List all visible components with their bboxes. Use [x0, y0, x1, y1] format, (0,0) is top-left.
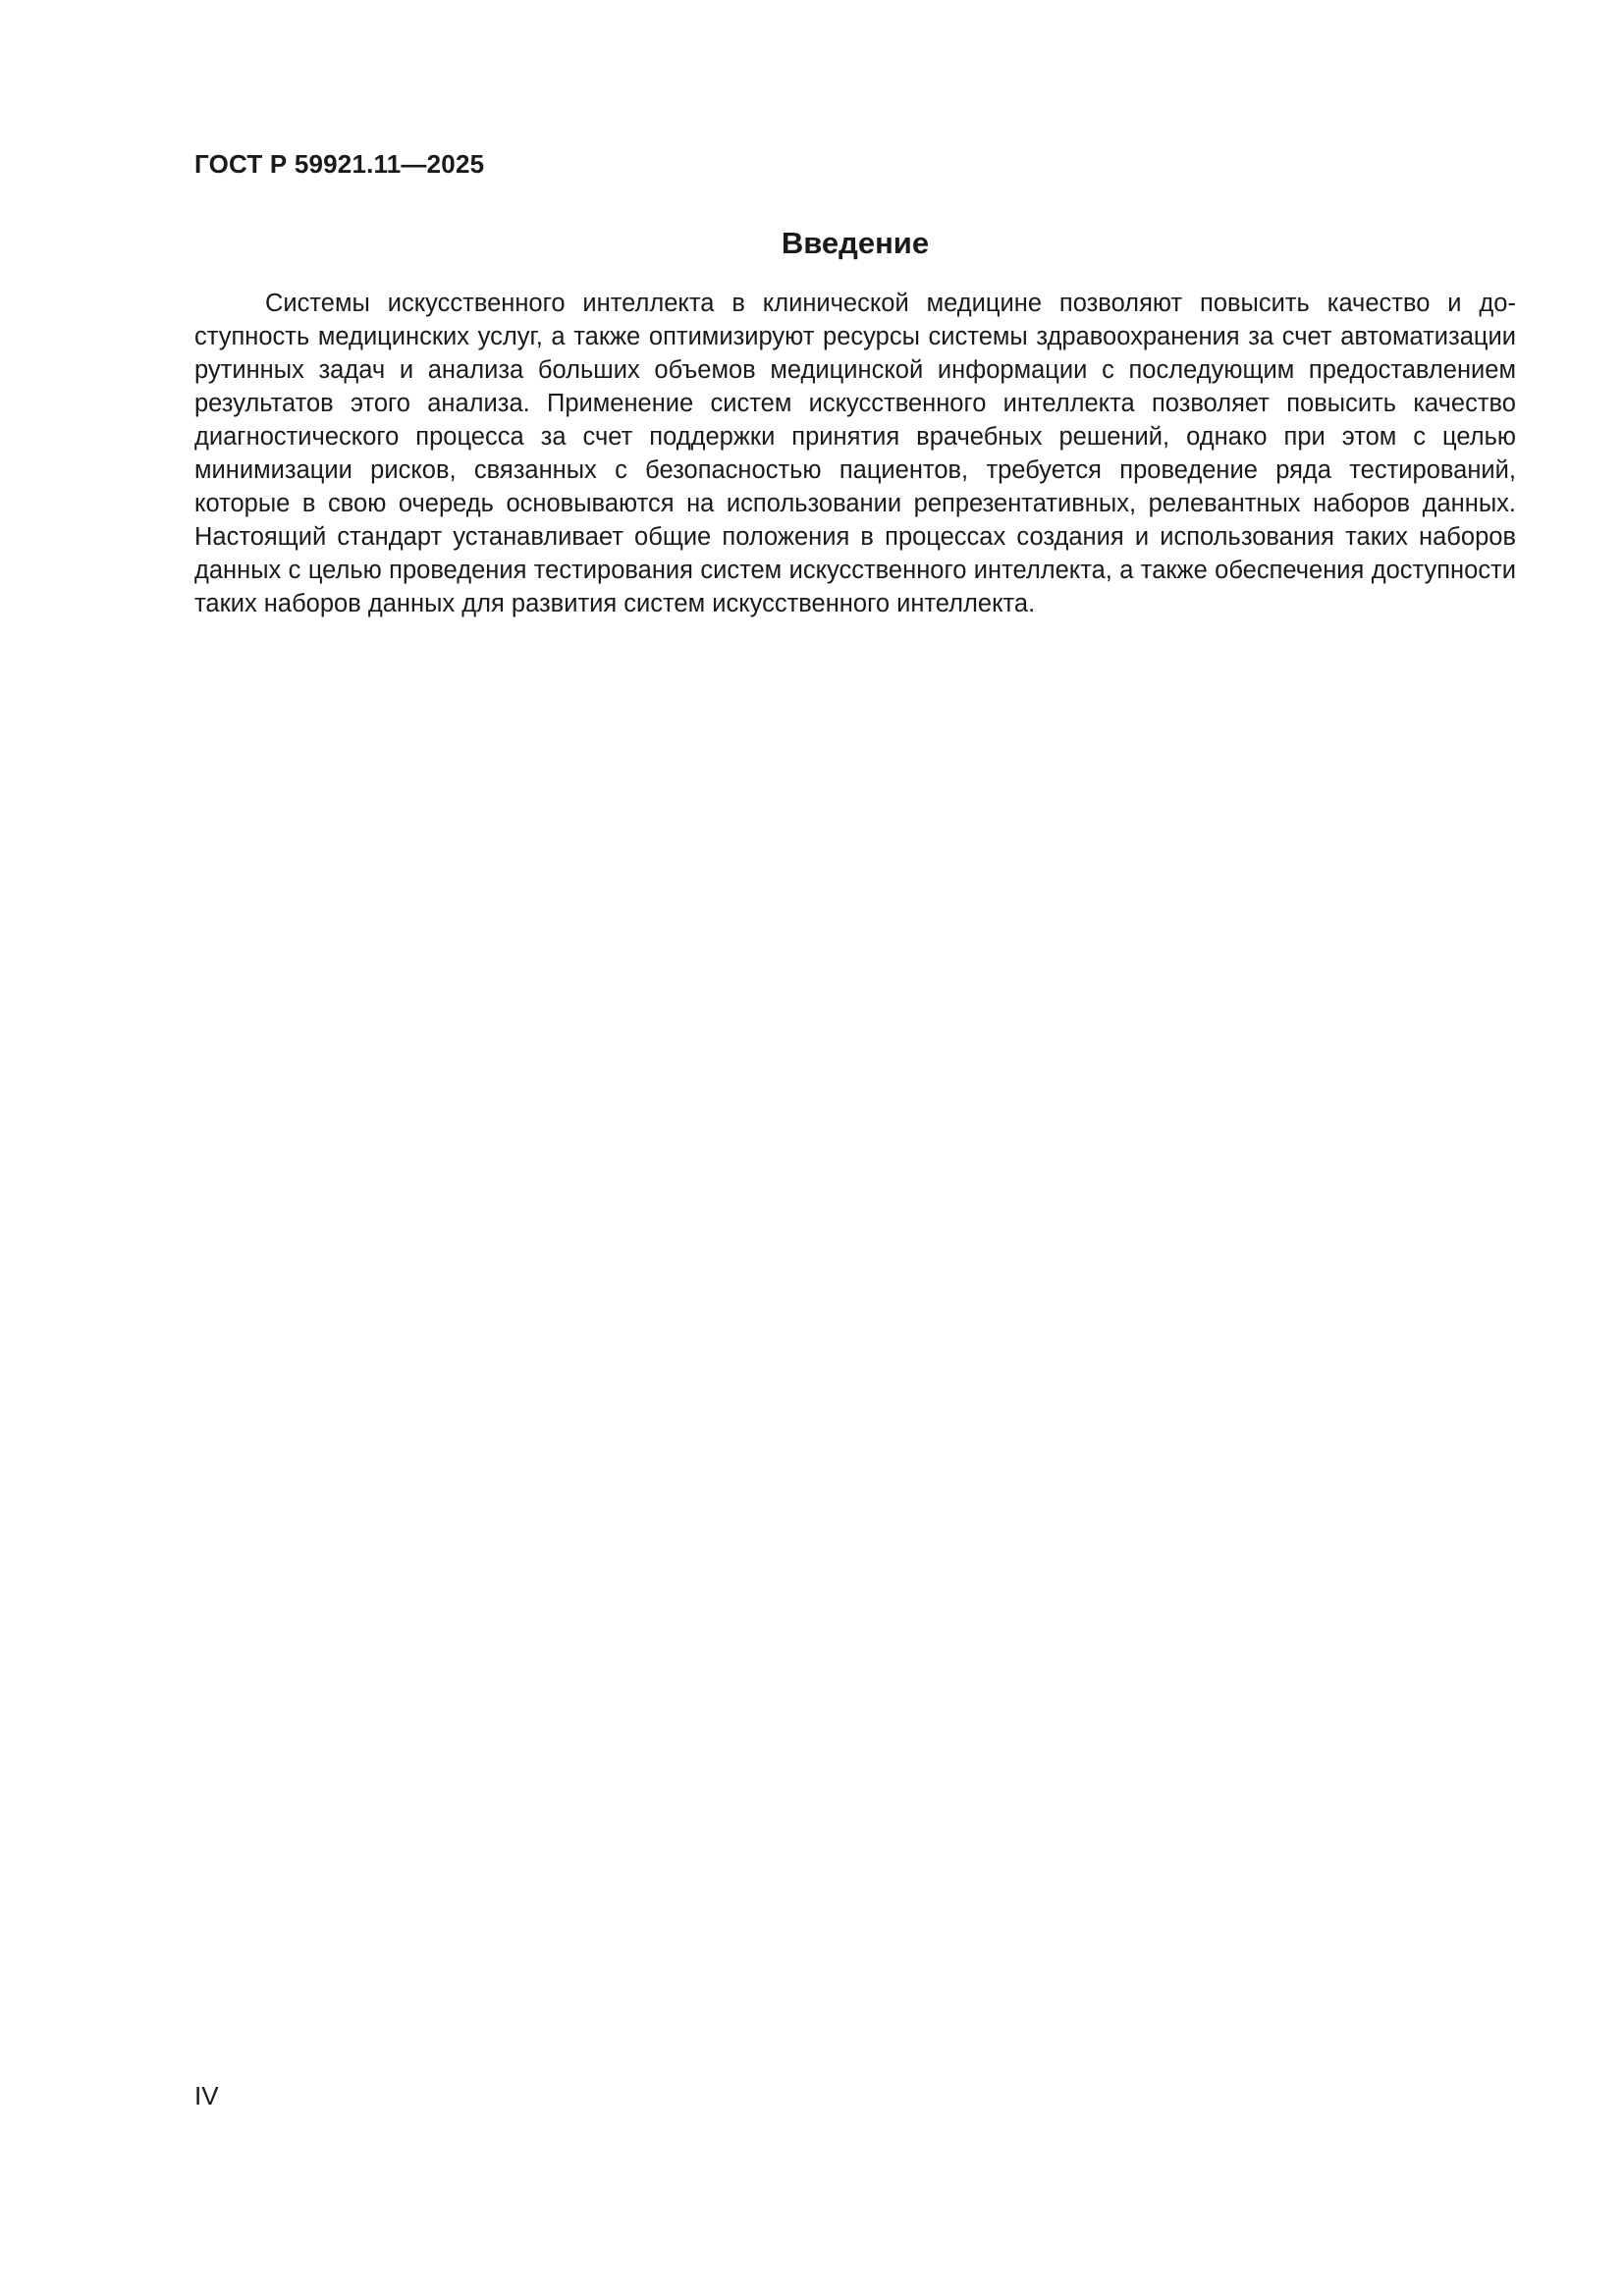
document-code-header: ГОСТ Р 59921.11—2025 [194, 149, 485, 179]
page-number: IV [194, 2081, 219, 2110]
introduction-paragraph: Системы искусственного интеллекта в клинической медицине позволяют повысить качество и доступность медицинских услуг, а также оптимизируют ресурсы системы здравоохранения за счет автоматизации рутинных задач и анализа больших объемов медицинской информации с последующим предоставлением результатов этого анализа. Применение систем искусственного интеллекта позволяет повысить качество диагностического процесса за счет поддержки принятия врачебных решений, однако при этом с целью минимизации рисков, связанных с безопасностью пациентов, требуется проведение ряда тестирований, которые в свою очередь основываются на использовании репрезентативных, релевантных наборов данных. Настоящий стандарт устанавливает общие положения в процессах создания и использования таких наборов данных с целью проведения тестирования систем искусственного интеллекта, а также обеспечения доступности таких наборов данных для развития систем искусственного интеллекта. [194, 290, 1516, 617]
section-title: Введение [781, 226, 930, 260]
